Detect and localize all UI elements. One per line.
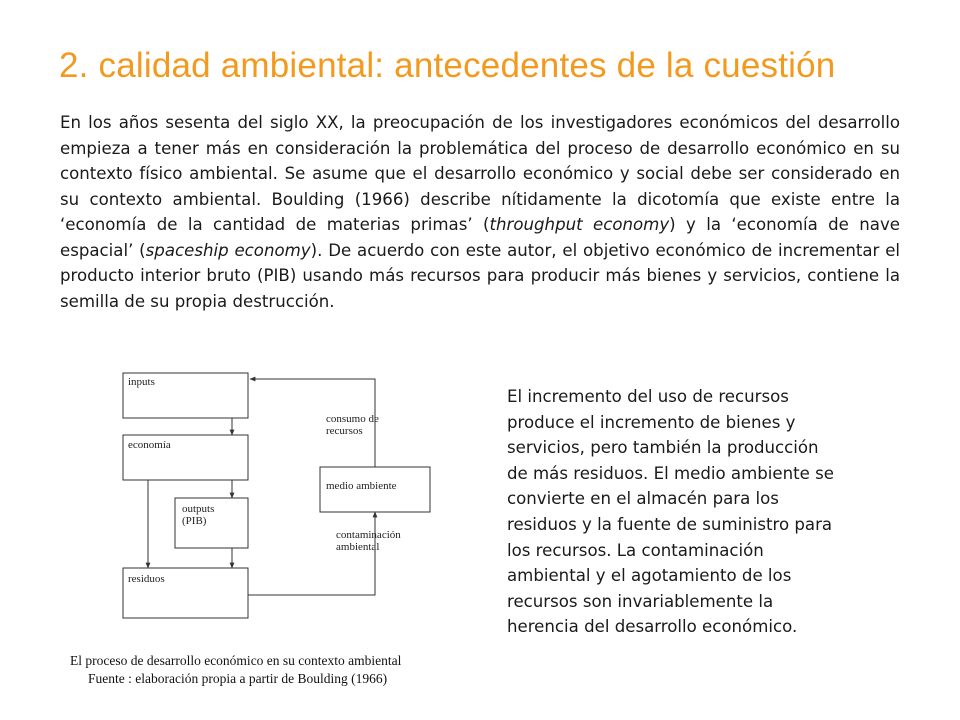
intro-term-spaceship: spaceship economy <box>145 240 311 260</box>
side-line: recursos son invariablemente la <box>507 591 774 611</box>
side-line: los recursos. La contaminación <box>507 540 764 560</box>
arrow-residuos-medio <box>248 512 375 595</box>
side-line: residuos y la fuente de suministro para <box>507 514 833 534</box>
side-line: ambiental y el agotamiento de los <box>507 566 792 586</box>
figure-caption <box>70 652 470 688</box>
side-line: de más residuos. El medio ambiente se <box>507 463 834 483</box>
side-line: servicios, pero también la producción <box>507 438 819 458</box>
slide-title: 2. calidad ambiental: antecedentes de la cuestión <box>59 46 836 85</box>
side-paragraph <box>507 384 897 640</box>
inputs-label: inputs <box>128 376 155 388</box>
flow-diagram <box>60 355 480 700</box>
economia-label: economía <box>128 439 171 451</box>
residuos-label: residuos <box>128 573 165 585</box>
ambiental-label: ambiental <box>336 541 380 553</box>
pib-label: (PIB) <box>182 515 207 527</box>
intro-text-3: ). De acuerdo con este autor, el objetivo económico de incrementar el producto interior bruto (PIB) usando más recursos para producir más bienes y servicios, contiene la semilla de su propia destrucción. <box>60 240 901 311</box>
consumo-label: consumo de <box>326 413 379 425</box>
intro-term-throughput: throughput economy <box>489 215 670 234</box>
medio-ambiente-label: medio ambiente <box>326 480 397 492</box>
side-line: El incremento del uso de recursos <box>507 387 789 406</box>
side-line: produce el incremento de bienes y <box>507 412 796 432</box>
recursos-label: recursos <box>326 425 363 437</box>
intro-text-1: En los años sesenta del siglo XX, la preocupación de los investigadores económicos del desarrollo empieza a tener más en consideración la problemática del proceso de desarrollo económico en su contexto físico ambiental. Se asume que el desarrollo económico y social debe ser considerado en su contexto ambiental. Boulding (1966) describe nítidamente la dicotomía que existe entre la ‘economía de la cantidad de materias primas’ ( <box>60 113 900 234</box>
caption-title: El proceso de desarrollo económico en su contexto ambiental <box>70 653 402 668</box>
caption-source: Fuente : elaboración propia a partir de Boulding (1966) <box>88 671 388 686</box>
side-line: herencia del desarrollo económico. <box>507 617 798 637</box>
outputs-label: outputs <box>182 503 215 515</box>
intro-text-2: ) y la ‘economía de nave espacial’ ( <box>60 215 900 260</box>
intro-paragraph <box>60 110 900 314</box>
side-line: convierte en el almacén para los <box>507 489 779 509</box>
contaminacion-label: contaminación <box>336 529 401 541</box>
